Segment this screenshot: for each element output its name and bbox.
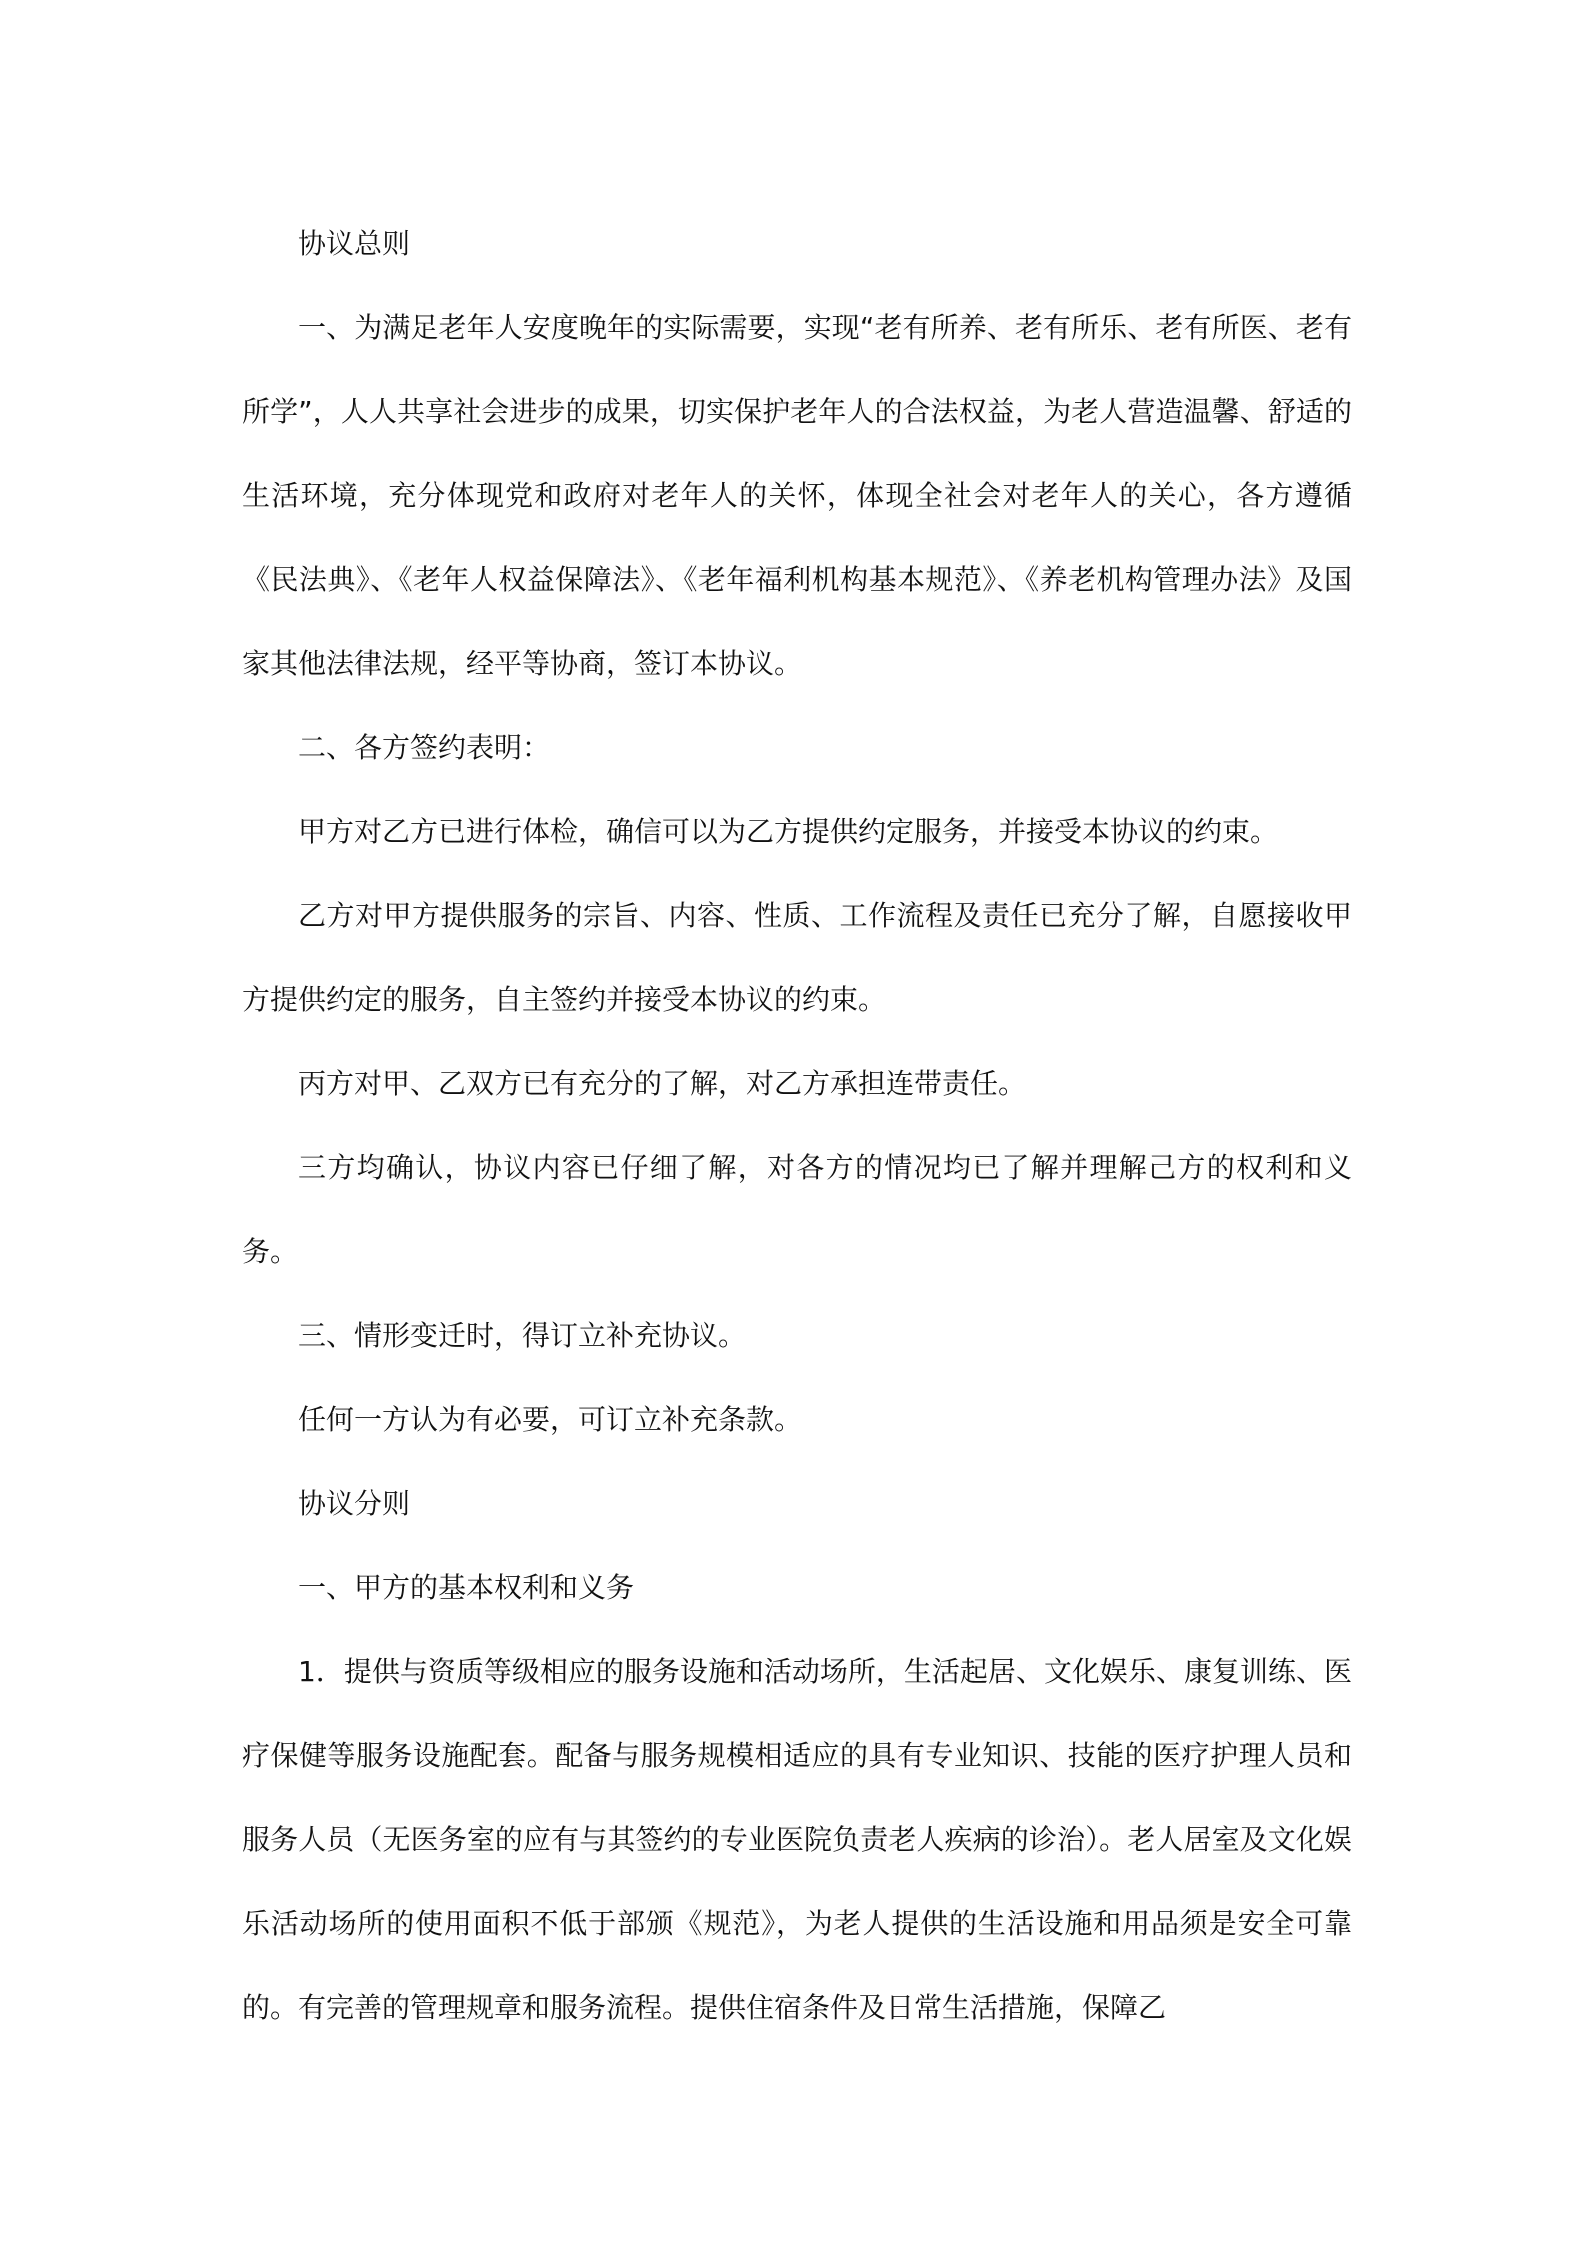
paragraph-party-c: 丙方对甲、乙双方已有充分的了解，对乙方承担连带责任。 [298,1067,1027,1100]
section-heading-general: 协议总则 [298,227,411,260]
paragraph-party-b: 乙方对甲方提供服务的宗旨、内容、性质、工作流程及责任已充分了解，自愿接收甲方提供约定的服务，自主签约并接受本协议的约束。 [242,899,1352,1016]
paragraph-purpose: 一、为满足老年人安度晚年的实际需要，实现“老有所养、老有所乐、老有所医、老有所学”，人人共享社会进步的成果，切实保护老年人的合法权益，为老人营造温馨、舒适的生活环境，充分体现党和政府对老年人的关怀，体现全社会对老年人的关心，各方遵循《民法典》、《老年人权益保障法》、《老年福利机构基本规范》、《养老机构管理办法》及国家其他法律法规，经平等协商，签订本协议。 [242,311,1352,680]
paragraph-supplementary: 三、情形变迁时，得订立补充协议。 [298,1319,747,1352]
paragraph-supplementary-terms: 任何一方认为有必要，可订立补充条款。 [298,1403,803,1436]
paragraph-party-a: 甲方对乙方已进行体检，确信可以为乙方提供约定服务，并接受本协议的约束。 [298,815,1279,848]
paragraph-clause-1: 1．提供与资质等级相应的服务设施和活动场所，生活起居、文化娱乐、康复训练、医疗保健等服务设施配套。配备与服务规模相适应的具有专业知识、技能的医疗护理人员和服务人员（无医务室的应有与其签约的专业医院负责老人疾病的诊治）。老人居室及文化娱乐活动场所的使用面积不低于部颁《规范》，为老人提供的生活设施和用品须是安全可靠的。有完善的管理规章和服务流程。提供住宿条件及日常生活措施，保障乙 [242,1655,1352,2024]
section-heading-detailed: 协议分则 [298,1487,411,1520]
paragraph-three-parties: 三方均确认，协议内容已仔细了解，对各方的情况均已了解并理解己方的权利和义务。 [242,1151,1352,1268]
document-body [242,202,1352,2050]
paragraph-signing-statement: 二、各方签约表明： [298,731,551,764]
paragraph-party-a-rights-heading: 一、甲方的基本权利和义务 [298,1571,635,1604]
